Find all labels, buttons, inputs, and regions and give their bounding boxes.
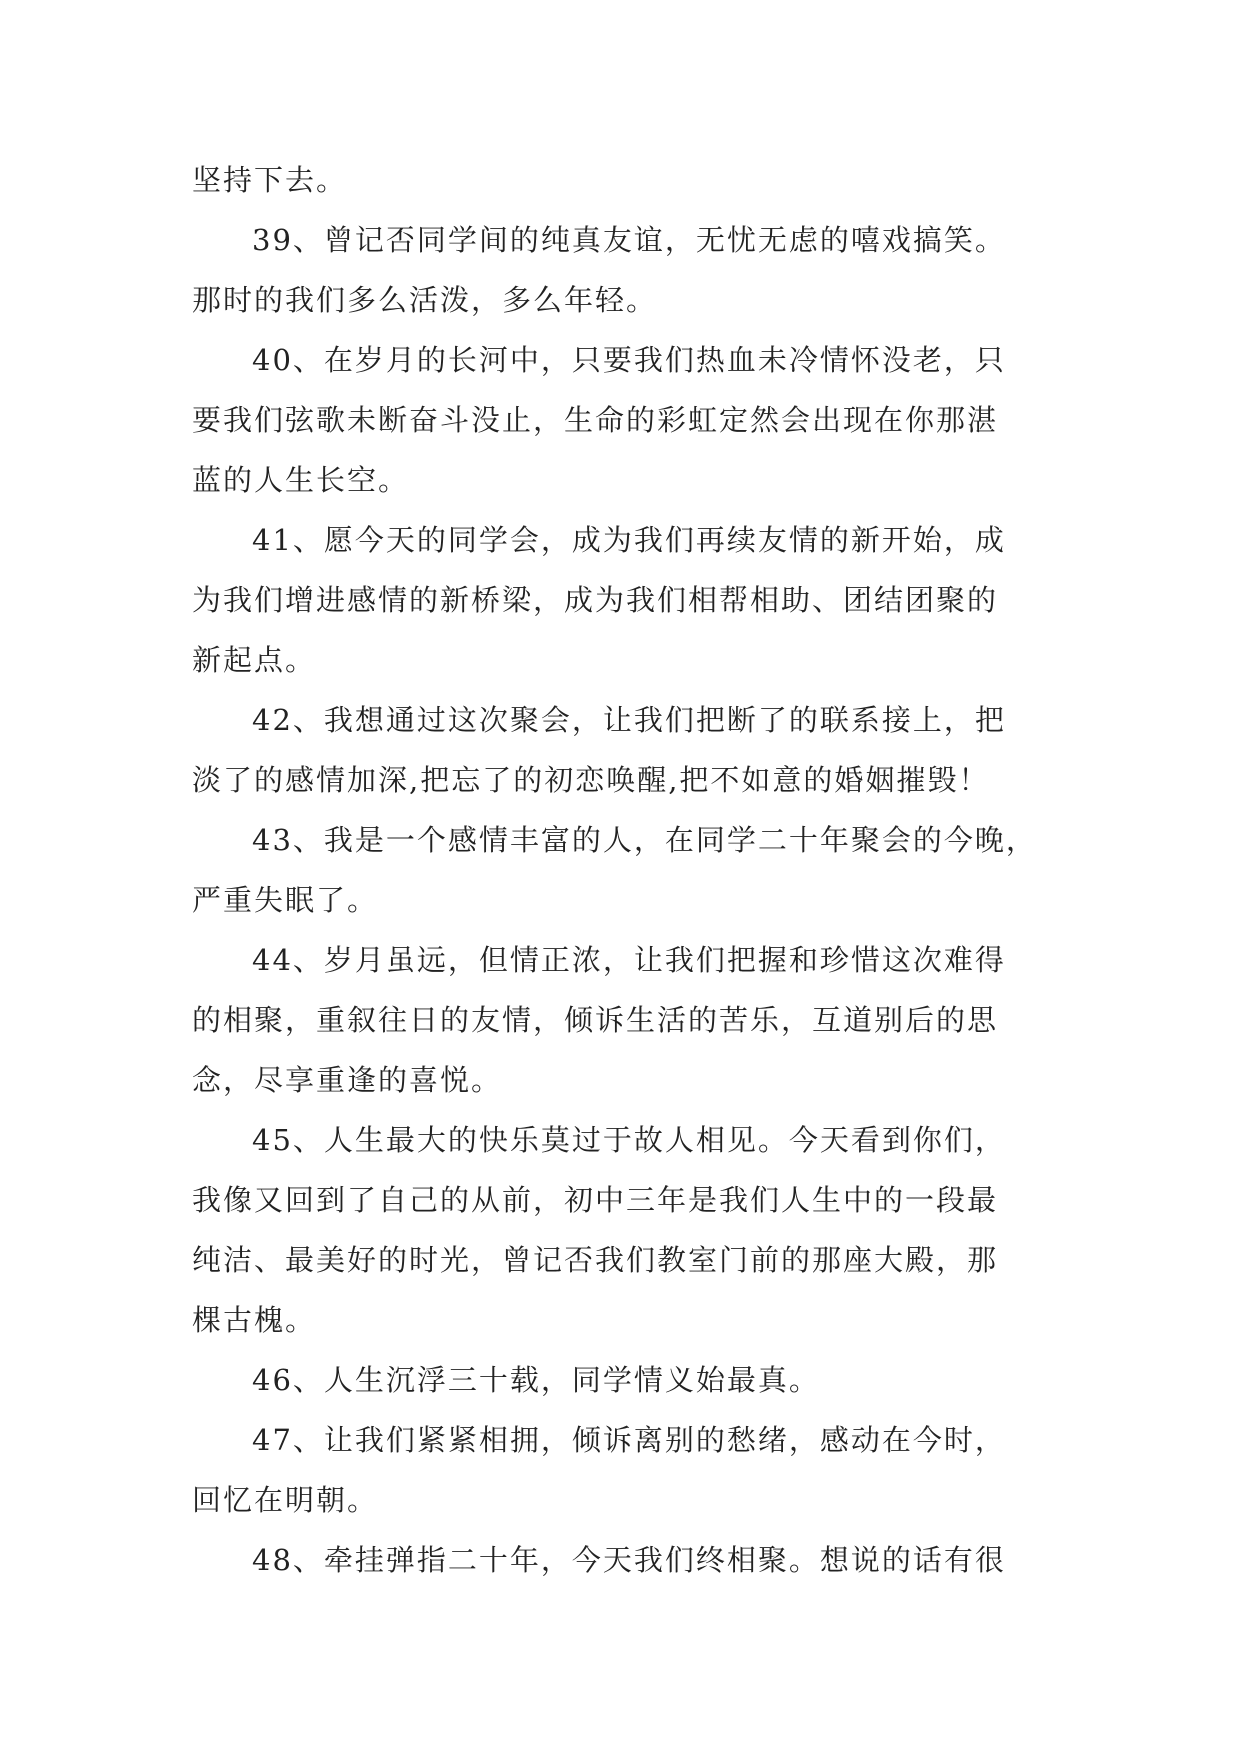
item-45-line-1: 45、人生最大的快乐莫过于故人相见。今天看到你们， <box>252 1123 1006 1157</box>
document-body <box>192 150 1052 1590</box>
item-45-line-2: 我像又回到了自己的从前，初中三年是我们人生中的一段最 <box>192 1183 999 1217</box>
item-39-line-1: 39、曾记否同学间的纯真友谊，无忧无虑的嘻戏搞笑。 <box>252 223 1006 257</box>
item-41-line-2: 为我们增进感情的新桥梁，成为我们相帮相助、团结团聚的 <box>192 583 999 617</box>
item-40-line-2: 要我们弦歌未断奋斗没止，生命的彩虹定然会出现在你那湛 <box>192 403 999 437</box>
item-40-line-3: 蓝的人生长空。 <box>192 463 410 497</box>
item-41-line-3: 新起点。 <box>192 643 317 677</box>
item-44-line-1: 44、岁月虽远，但情正浓，让我们把握和珍惜这次难得 <box>252 943 1006 977</box>
item-39-line-2: 那时的我们多么活泼，多么年轻。 <box>192 283 658 317</box>
item-44-line-3: 念，尽享重逢的喜悦。 <box>192 1063 503 1097</box>
item-45-line-4: 棵古槐。 <box>192 1303 317 1337</box>
item-47-line-2: 回忆在明朝。 <box>192 1483 379 1517</box>
text-line-continuation: 坚持下去。 <box>192 163 348 197</box>
item-42-line-2: 淡了的感情加深,把忘了的初恋唤醒,把不如意的婚姻摧毁！ <box>192 763 990 797</box>
item-45-line-3: 纯洁、最美好的时光，曾记否我们教室门前的那座大殿，那 <box>192 1243 999 1277</box>
item-40-line-1: 40、在岁月的长河中，只要我们热血未冷情怀没老，只 <box>252 343 1006 377</box>
item-43-line-1: 43、我是一个感情丰富的人，在同学二十年聚会的今晚， <box>252 823 1037 857</box>
item-47-line-1: 47、让我们紧紧相拥，倾诉离别的愁绪，感动在今时， <box>252 1423 1006 1457</box>
item-48-line-1: 48、牵挂弹指二十年，今天我们终相聚。想说的话有很 <box>252 1543 1006 1577</box>
item-46-line-1: 46、人生沉浮三十载，同学情义始最真。 <box>252 1363 820 1397</box>
item-42-line-1: 42、我想通过这次聚会，让我们把断了的联系接上，把 <box>252 703 1006 737</box>
item-41-line-1: 41、愿今天的同学会，成为我们再续友情的新开始，成 <box>252 523 1006 557</box>
item-44-line-2: 的相聚，重叙往日的友情，倾诉生活的苦乐，互道别后的思 <box>192 1003 999 1037</box>
item-43-line-2: 严重失眠了。 <box>192 883 379 917</box>
